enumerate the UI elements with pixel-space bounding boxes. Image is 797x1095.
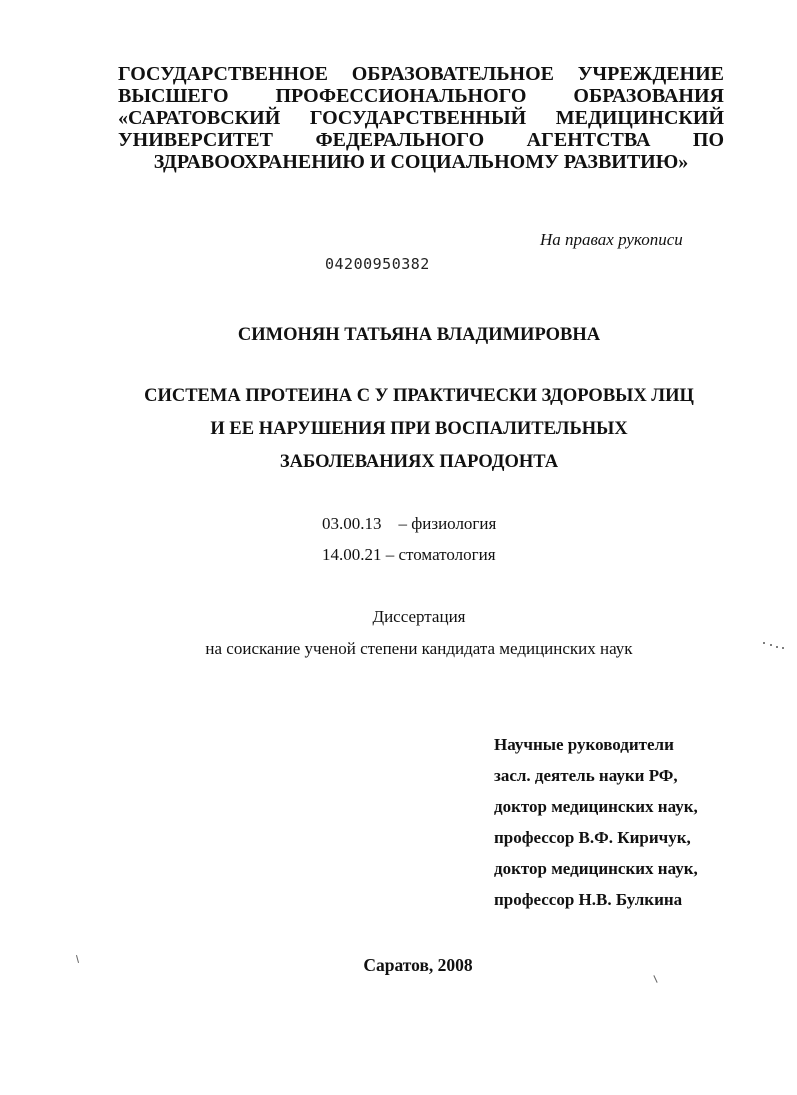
- supervisor-line: засл. деятель науки РФ,: [494, 766, 678, 785]
- scan-speck: [763, 642, 765, 644]
- institution-line-5: ЗДРАВООХРАНЕНИЮ И СОЦИАЛЬНОМУ РАЗВИТИЮ»: [153, 151, 689, 173]
- degree-purpose: на соискание ученой степени кандидата медицинских наук: [205, 639, 633, 658]
- scan-speck: [776, 646, 778, 648]
- manuscript-rights-note: На правах рукописи: [540, 230, 683, 249]
- title-line-3: ЗАБОЛЕВАНИЯХ ПАРОДОНТА: [279, 452, 559, 472]
- supervisor-line: доктор медицинских наук,: [494, 859, 698, 878]
- scan-mark: [653, 975, 657, 983]
- scan-speck: [770, 644, 772, 646]
- supervisor-line: профессор Н.В. Булкина: [494, 890, 683, 909]
- specialty-dentistry: 14.00.21 – стоматология: [322, 545, 496, 564]
- institution-line-1: ГОСУДАРСТВЕННОЕ ОБРАЗОВАТЕЛЬНОЕ УЧРЕЖДЕНИЕ: [118, 63, 724, 85]
- author-name: СИМОНЯН ТАТЬЯНА ВЛАДИМИРОВНА: [237, 325, 601, 345]
- document-type: Диссертация: [372, 607, 466, 626]
- supervisor-line: доктор медицинских наук,: [494, 797, 698, 816]
- catalog-number: 04200950382: [325, 255, 430, 273]
- place-and-year: Саратов, 2008: [363, 955, 473, 975]
- supervisor-line: профессор В.Ф. Киричук,: [494, 828, 691, 847]
- institution-line-3: «САРАТОВСКИЙ ГОСУДАРСТВЕННЫЙ МЕДИЦИНСКИЙ: [118, 107, 724, 129]
- institution-line-4: УНИВЕРСИТЕТ ФЕДЕРАЛЬНОГО АГЕНТСТВА ПО: [118, 129, 724, 151]
- specialty-physiology: 03.00.13 – физиология: [322, 514, 497, 533]
- scan-speck: [782, 647, 784, 649]
- title-line-1: СИСТЕМА ПРОТЕИНА С У ПРАКТИЧЕСКИ ЗДОРОВЫХ ЛИЦ: [144, 386, 694, 406]
- institution-line-2: ВЫСШЕГО ПРОФЕССИОНАЛЬНОГО ОБРАЗОВАНИЯ: [118, 85, 724, 107]
- title-line-2: И ЕЕ НАРУШЕНИЯ ПРИ ВОСПАЛИТЕЛЬНЫХ: [210, 419, 628, 439]
- supervisors-heading: Научные руководители: [494, 735, 674, 754]
